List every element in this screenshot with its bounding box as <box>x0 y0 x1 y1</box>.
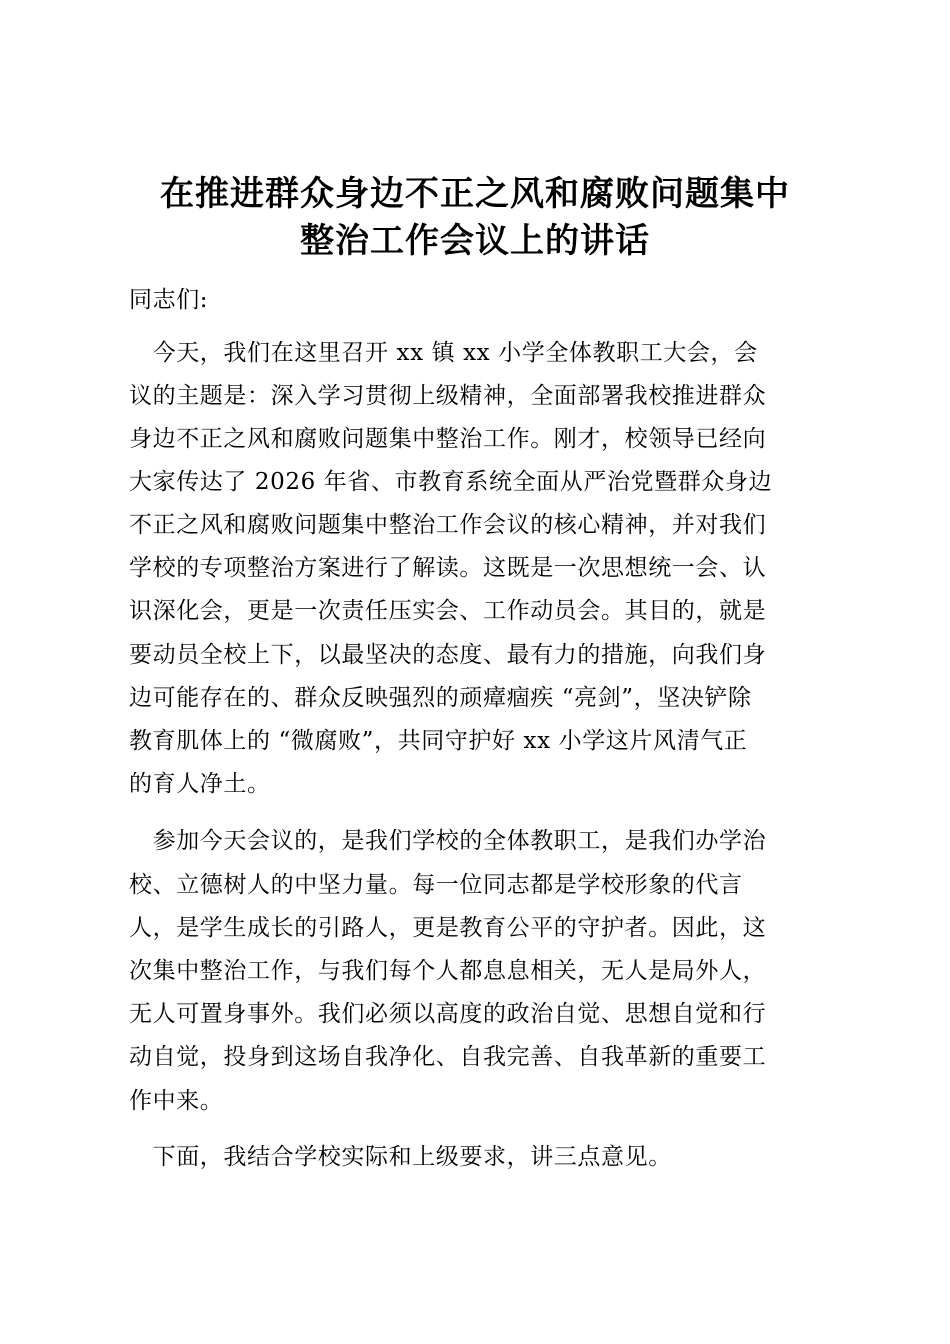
salutation: 同志们: <box>129 287 209 313</box>
body-line: 学校的专项整治方案进行了解读。这既是一次思想统一会、认 <box>129 555 767 581</box>
document-title-line-2: 整治工作会议上的讲话 <box>300 221 650 261</box>
body-line: 不正之风和腐败问题集中整治工作会议的核心精神，并对我们 <box>129 512 767 538</box>
body-line: 作中来。 <box>129 1088 224 1114</box>
body-line: 今天，我们在这里召开 xx 镇 xx 小学全体教职工大会，会 <box>129 340 758 366</box>
document-title-line-1: 在推进群众身边不正之风和腐败问题集中 <box>160 174 790 214</box>
body-line: 议的主题是：深入学习贯彻上级精神，全面部署我校推进群众 <box>129 383 767 409</box>
body-line: 识深化会，更是一次责任压实会、工作动员会。其目的，就是 <box>129 598 767 624</box>
body-line: 教育肌体上的 “微腐败”，共同守护好 xx 小学这片风清气正 <box>129 728 748 754</box>
body-line: 边可能存在的、群众反映强烈的顽瘴痼疾 “亮剑”，坚决铲除 <box>129 685 752 711</box>
body-line: 人，是学生成长的引路人，更是教育公平的守护者。因此，这 <box>129 915 767 941</box>
body-line: 下面，我结合学校实际和上级要求，讲三点意见。 <box>129 1144 672 1170</box>
body-line: 的育人净土。 <box>129 771 271 797</box>
body-line: 无人可置身事外。我们必须以高度的政治自觉、思想自觉和行 <box>129 1001 767 1027</box>
body-line: 参加今天会议的，是我们学校的全体教职工，是我们办学治 <box>129 828 767 854</box>
body-line: 要动员全校上下，以最坚决的态度、最有力的措施，向我们身 <box>129 642 767 668</box>
body-line: 次集中整治工作，与我们每个人都息息相关，无人是局外人， <box>129 958 767 984</box>
body-line: 大家传达了 2026 年省、市教育系统全面从严治党暨群众身边 <box>129 469 773 495</box>
body-line: 校、立德树人的中坚力量。每一位同志都是学校形象的代言 <box>129 872 743 898</box>
body-line: 动自觉，投身到这场自我净化、自我完善、自我革新的重要工 <box>129 1044 767 1070</box>
body-line: 身边不正之风和腐败问题集中整治工作。刚才，校领导已经向 <box>129 426 767 452</box>
